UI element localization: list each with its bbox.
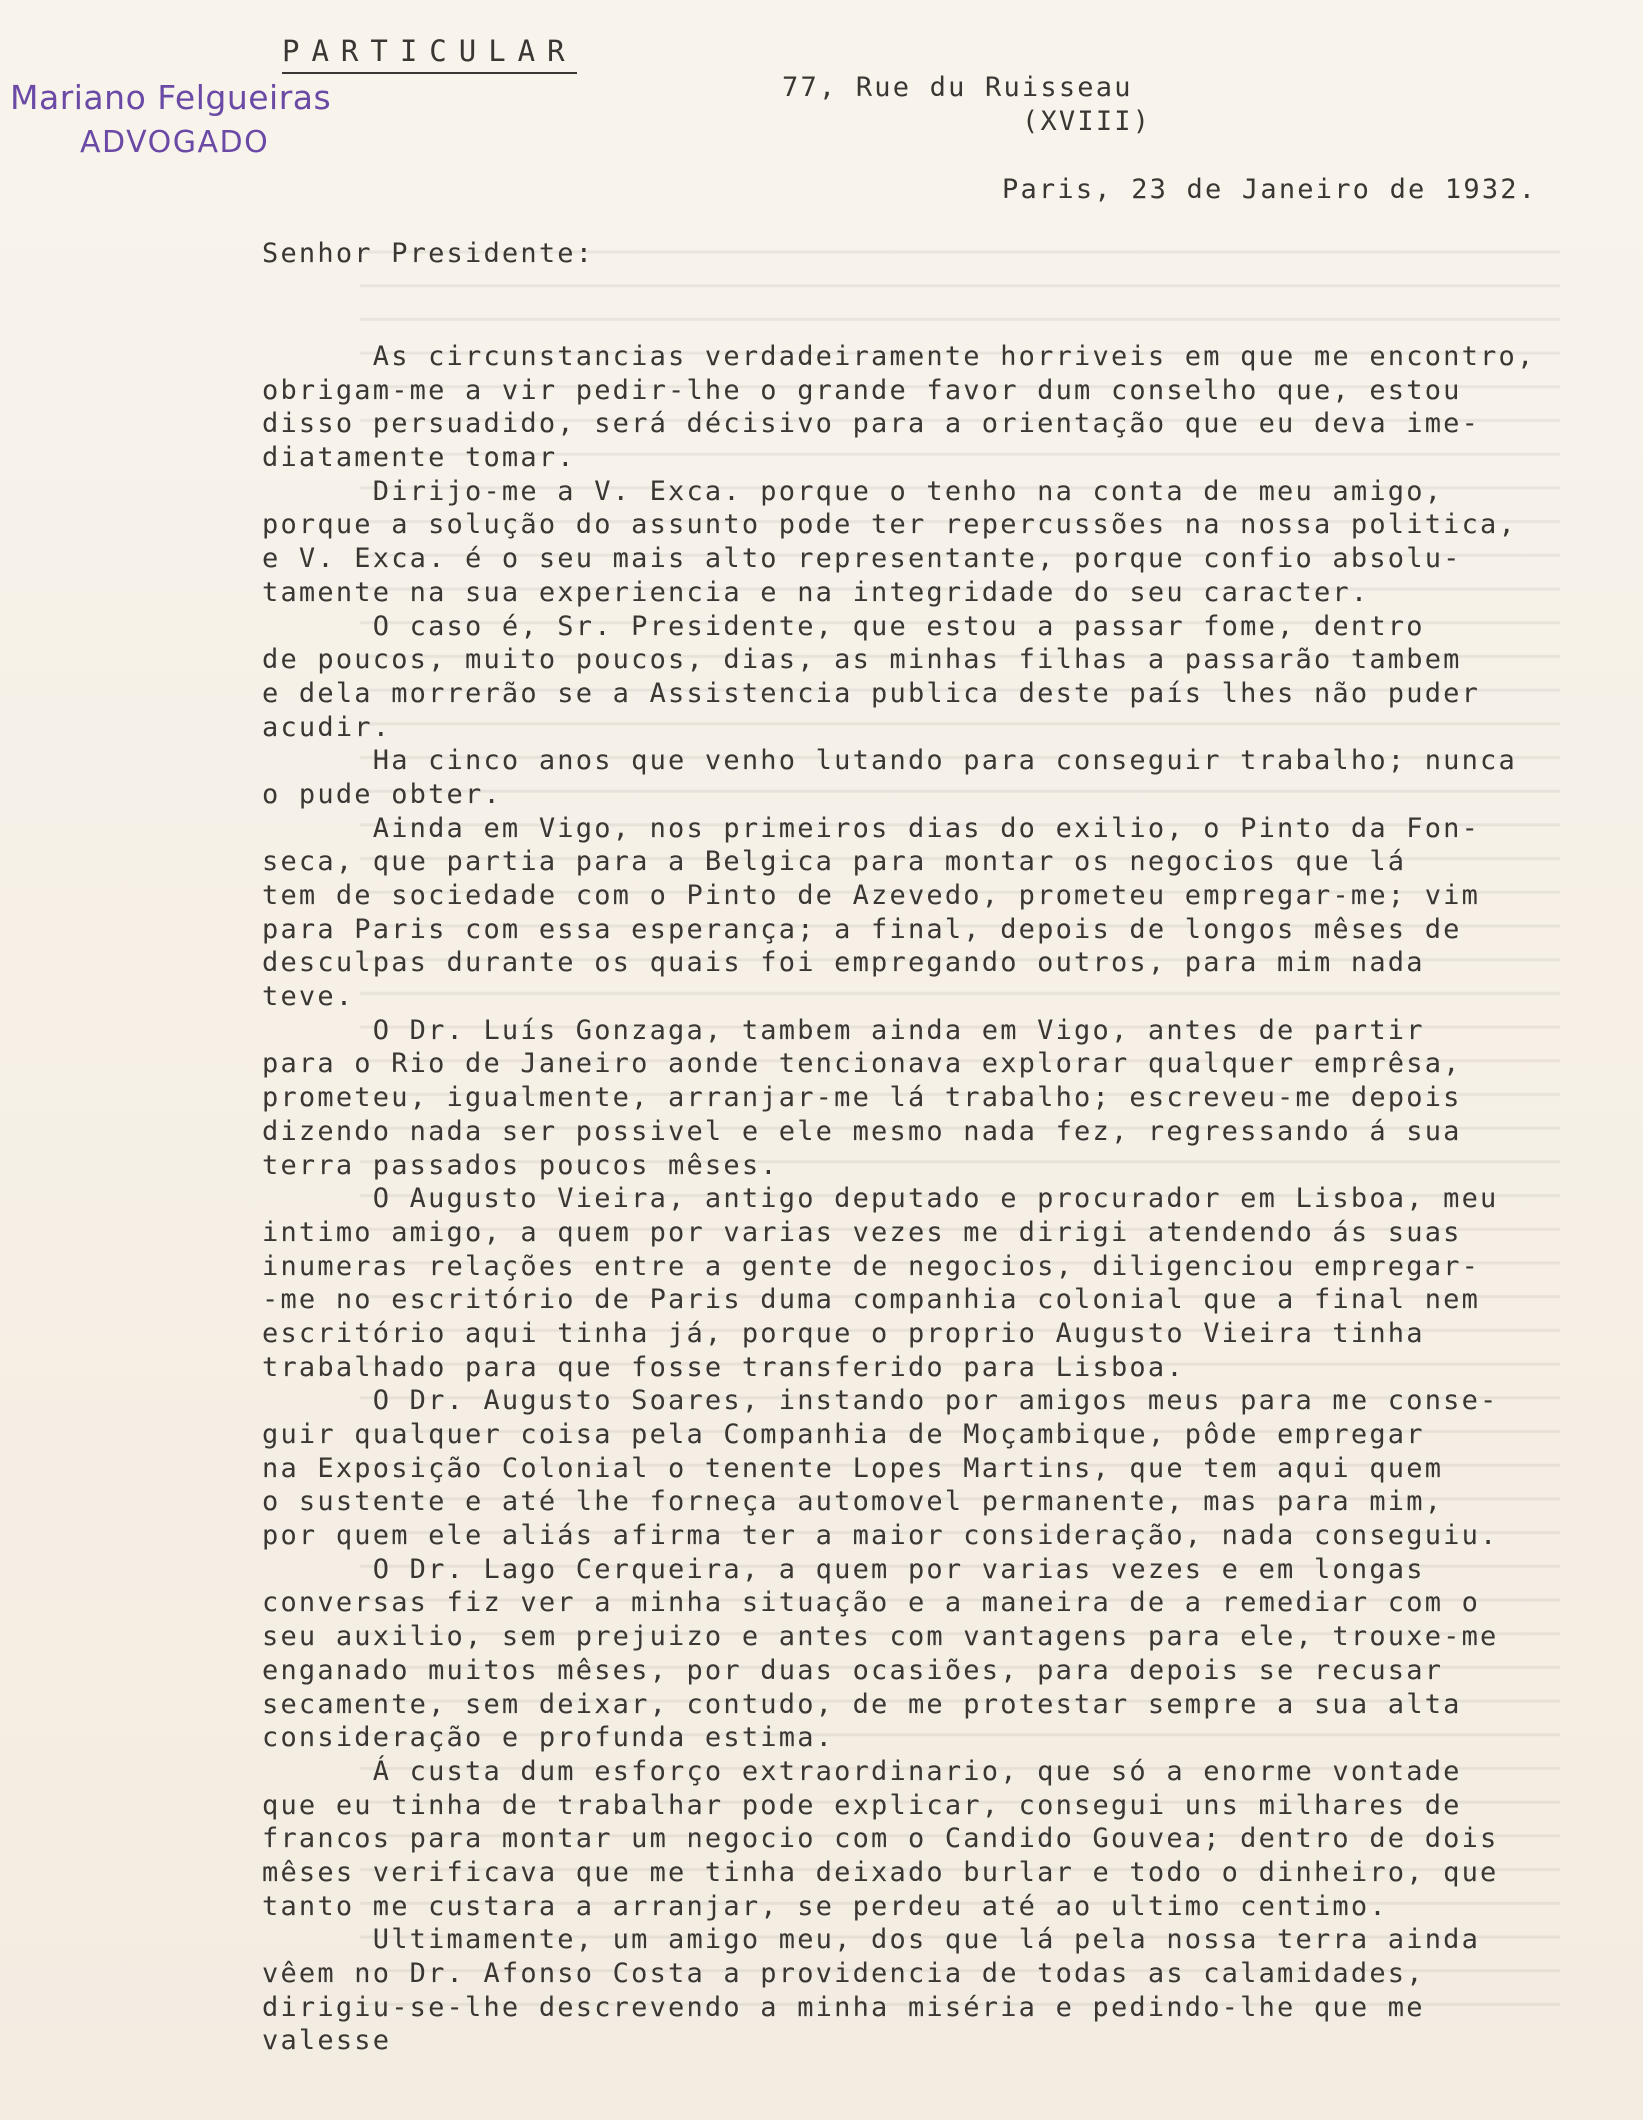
stamp-name: Mariano Felgueiras	[10, 78, 332, 117]
body-line: secamente, sem deixar, contudo, de me protestar sempre a sua alta	[262, 1688, 1462, 1720]
body-line: para o Rio de Janeiro aonde tencionava explorar qualquer emprêsa,	[262, 1048, 1462, 1080]
body-line: O Dr. Luís Gonzaga, tambem ainda em Vigo, antes de partir	[262, 1014, 1425, 1046]
body-line: dirigiu-se-lhe descrevendo a minha miséria e pedindo-lhe que me	[262, 1991, 1425, 2023]
letter-body	[262, 340, 1622, 2058]
body-line: As circunstancias verdadeiramente horriveis em que me encontro,	[262, 341, 1536, 372]
body-line: o sustente e até lhe forneça automovel permanente, mas para mim,	[262, 1486, 1444, 1518]
particular-heading: PARTICULAR	[282, 34, 577, 74]
date-line: Paris, 23 de Janeiro de 1932.	[1002, 174, 1538, 205]
body-line: O Dr. Lago Cerqueira, a quem por varias vezes e em longas	[262, 1553, 1425, 1585]
body-line: diatamente tomar.	[262, 442, 576, 474]
body-line: desculpas durante os quais foi empregando outros, para mim nada	[262, 947, 1425, 979]
address-line-2: (XVIII)	[1022, 106, 1152, 137]
body-line: inumeras relações entre a gente de negocios, diligenciou empregar-	[262, 1250, 1481, 1282]
salutation: Senhor Presidente:	[262, 238, 595, 269]
body-line: francos para montar um negocio com o Candido Gouvea; dentro de dois	[262, 1823, 1499, 1855]
body-line: que eu tinha de trabalhar pode explicar, consegui uns milhares de	[262, 1789, 1462, 1821]
body-line: enganado muitos mêses, por duas ocasiões, para depois se recusar	[262, 1654, 1444, 1686]
body-line: Ultimamente, um amigo meu, dos que lá pela nossa terra ainda	[262, 1924, 1481, 1956]
body-line: tem de sociedade com o Pinto de Azevedo, prometeu empregar-me; vim	[262, 880, 1481, 911]
body-line: tamente na sua experiencia e na integridade do seu caracter.	[262, 576, 1370, 608]
body-line: porque a solução do assunto pode ter repercussões na nossa politica,	[262, 509, 1517, 541]
body-line: obrigam-me a vir pedir-lhe o grande favor dum conselho que, estou	[262, 374, 1462, 406]
body-line: dizendo nada ser possivel e ele mesmo nada fez, regressando á sua	[262, 1115, 1462, 1147]
body-line: Dirijo-me a V. Exca. porque o tenho na conta de meu amigo,	[262, 475, 1444, 507]
body-line: escritório aqui tinha já, porque o proprio Augusto Vieira tinha	[262, 1317, 1425, 1349]
body-line: tanto me custara a arranjar, se perdeu até ao ultimo centimo.	[262, 1890, 1388, 1922]
body-line: trabalhado para que fosse transferido para Lisboa.	[262, 1351, 1185, 1383]
body-line: o pude obter.	[262, 778, 502, 810]
body-line: mêses verificava que me tinha deixado burlar e todo o dinheiro, que	[262, 1856, 1499, 1888]
body-line: e V. Exca. é o seu mais alto representante, porque confio absolu-	[262, 543, 1462, 575]
body-line: -me no escritório de Paris duma companhia colonial que a final nem	[262, 1284, 1481, 1316]
body-line: prometeu, igualmente, arranjar-me lá trabalho; escreveu-me depois	[262, 1082, 1462, 1114]
body-line: O caso é, Sr. Presidente, que estou a passar fome, dentro	[262, 610, 1425, 642]
body-line: para Paris com essa esperança; a final, depois de longos mêses de	[262, 913, 1462, 945]
body-line: disso persuadido, será décisivo para a orientação que eu deva ime-	[262, 408, 1481, 440]
body-line: e dela morrerão se a Assistencia publica deste país lhes não puder	[262, 677, 1481, 709]
body-line: por quem ele aliás afirma ter a maior consideração, nada conseguiu.	[262, 1520, 1499, 1552]
body-line: consideração e profunda estima.	[262, 1722, 835, 1754]
stamp-title: ADVOGADO	[80, 125, 270, 160]
body-line: O Dr. Augusto Soares, instando por amigos meus para me conse-	[262, 1385, 1499, 1417]
body-line: O Augusto Vieira, antigo deputado e procurador em Lisboa, meu	[262, 1183, 1499, 1215]
body-line: acudir.	[262, 711, 392, 743]
body-line: vêem no Dr. Afonso Costa a providencia de todas as calamidades,	[262, 1958, 1425, 1989]
body-line: na Exposição Colonial o tenente Lopes Martins, que tem aqui quem	[262, 1452, 1444, 1484]
body-line: teve.	[262, 981, 355, 1013]
body-line: Ainda em Vigo, nos primeiros dias do exilio, o Pinto da Fon-	[262, 812, 1481, 844]
body-line: Ha cinco anos que venho lutando para conseguir trabalho; nunca	[262, 745, 1517, 777]
body-line: Á custa dum esforço extraordinario, que só a enorme vontade	[262, 1755, 1462, 1787]
body-line: seca, que partia para a Belgica para montar os negocios que lá	[262, 846, 1407, 878]
body-line: valesse	[262, 2025, 392, 2057]
body-line: conversas fiz ver a minha situação e a maneira de a remediar com o	[262, 1587, 1481, 1619]
body-line: guir qualquer coisa pela Companhia de Moçambique, pôde empregar	[262, 1419, 1425, 1450]
body-line: seu auxilio, sem prejuizo e antes com vantagens para ele, trouxe-me	[262, 1621, 1499, 1653]
body-line: intimo amigo, a quem por varias vezes me dirigi atendendo ás suas	[262, 1216, 1462, 1248]
body-line: terra passados poucos mêses.	[262, 1149, 779, 1181]
body-line: de poucos, muito poucos, dias, as minhas filhas a passarão tambem	[262, 644, 1462, 676]
address-line-1: 77, Rue du Ruisseau	[782, 72, 1133, 103]
